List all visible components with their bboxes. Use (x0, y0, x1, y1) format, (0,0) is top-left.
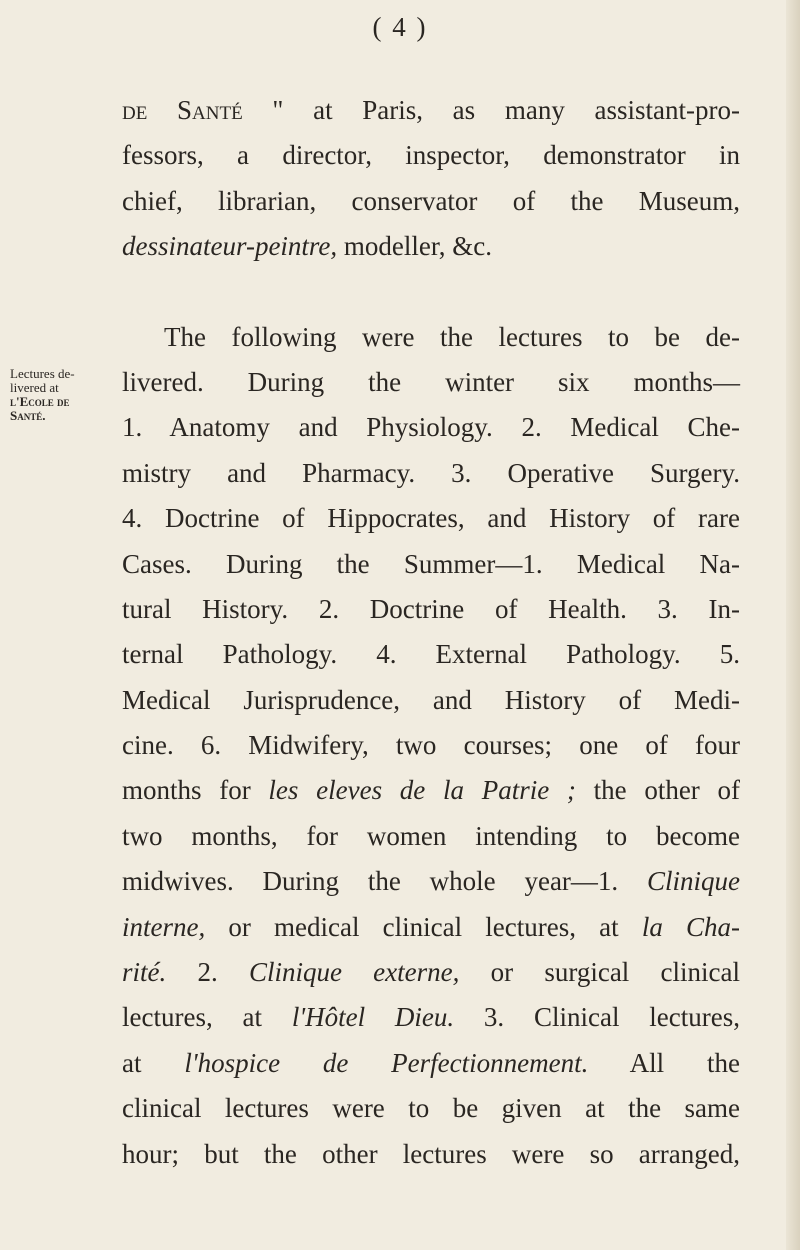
text-line: ternal Pathology. 4. External Pathology. 5. (122, 639, 740, 670)
text-line: Medical Jurisprudence, and History of Medi- (122, 684, 740, 715)
text-run: months for (122, 775, 269, 806)
text-line: mistry and Pharmacy. 3. Operative Surgery. (122, 457, 740, 488)
italic-text: la Cha- (641, 911, 740, 942)
small-caps-text: de Santé (122, 95, 243, 125)
text-line: 1. Anatomy and Physiology. 2. Medical Che- (122, 412, 740, 443)
paragraph-gap (122, 270, 740, 315)
text-run: 2. (166, 957, 249, 988)
text-line: 4. Doctrine of Hippocrates, and History of rare (122, 503, 740, 534)
text-line: fessors, a director, inspector, demonstrator in (122, 140, 740, 171)
text-run: " at Paris, as many assistant-pro- (242, 95, 741, 125)
text-run: lectures, at (122, 1002, 292, 1033)
text-line (122, 768, 740, 813)
margin-line: Santé. (10, 408, 46, 423)
text-line: The following were the lectures to be de- (164, 321, 740, 352)
text-line (122, 1041, 740, 1086)
text-line: hour; but the other lectures were so arranged, (122, 1138, 740, 1169)
text-line (122, 88, 740, 133)
text-line: livered. During the winter six months— (122, 366, 740, 397)
italic-text: rité. (122, 957, 167, 988)
page-number-header: ( 4 ) (372, 12, 428, 42)
text-run: the other of (575, 775, 741, 806)
text-run: All the (588, 1047, 740, 1078)
text-run: midwives. During the whole year—1. (122, 866, 647, 897)
text-run: modeller, &c. (337, 231, 493, 262)
text-run: or surgical clinical (459, 957, 740, 988)
text-run: at (122, 1047, 185, 1078)
text-run: 3. Clinical lectures, (454, 1002, 740, 1033)
marginal-note (10, 367, 96, 423)
italic-text: interne, (122, 911, 206, 942)
text-run: or medical clinical lectures, at (205, 911, 642, 942)
text-line: tural History. 2. Doctrine of Health. 3. In- (122, 593, 740, 624)
text-line (122, 859, 740, 904)
text-line (122, 905, 740, 950)
italic-text: Clinique externe, (248, 957, 460, 988)
body-text (122, 88, 740, 1177)
text-line: chief, librarian, conservator of the Museum, (122, 185, 740, 216)
italic-text: l'Hôtel Dieu. (291, 1002, 455, 1033)
page-edge (786, 0, 800, 1250)
text-line: cine. 6. Midwifery, two courses; one of four (122, 730, 740, 761)
italic-text: dessinateur-peintre, (122, 231, 338, 262)
italic-text: Clinique (647, 866, 740, 897)
text-line: two months, for women intending to become (122, 820, 740, 851)
text-line: Cases. During the Summer—1. Medical Na- (122, 548, 740, 579)
margin-line: l'Ecole de (10, 394, 70, 409)
text-line (122, 224, 740, 269)
text-line (122, 950, 740, 995)
text-line: clinical lectures were to be given at the same (122, 1093, 740, 1124)
italic-text: l'hospice de Perfectionnement. (184, 1047, 589, 1078)
margin-line: Lectures de- (10, 366, 75, 381)
margin-line: livered at (10, 380, 59, 395)
italic-text: les eleves de la Patrie ; (268, 775, 576, 806)
text-line (122, 995, 740, 1040)
